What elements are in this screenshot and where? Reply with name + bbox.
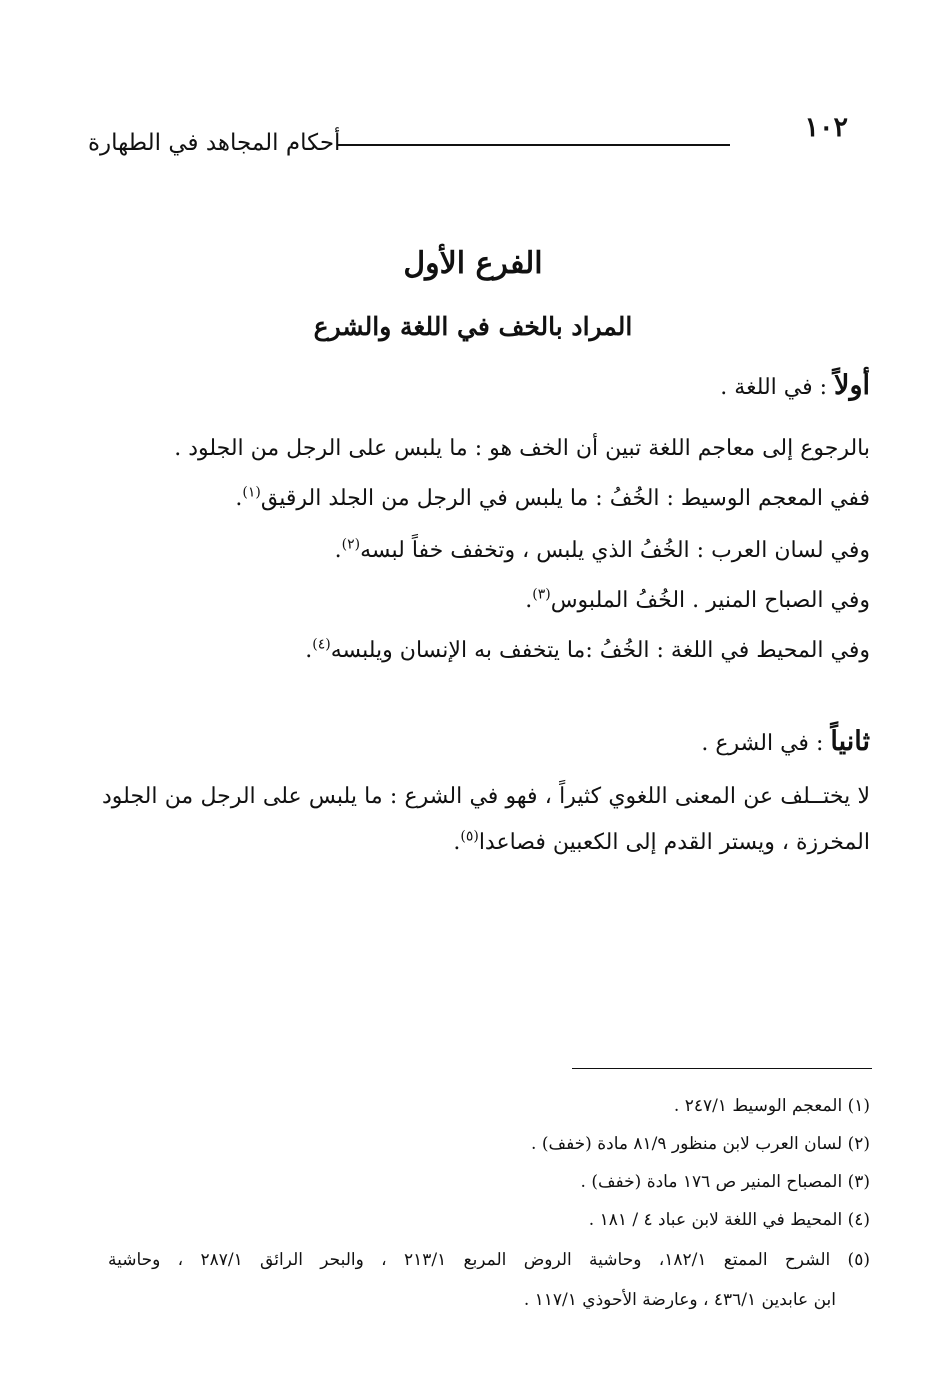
part1-label-rest: : في اللغة . <box>720 375 835 400</box>
footnote-4: (٤) المحيط في اللغة لابن عباد ٤ / ١٨١ . <box>588 1210 870 1230</box>
body-line-3-text: وفي لسان العرب : الخُفُ الذي يلبس ، وتخفف خفاً لبسه <box>360 538 870 563</box>
page-number: ١٠٢ <box>804 112 848 143</box>
part2-line-2 <box>453 830 870 855</box>
body-line-1: بالرجوع إلى معاجم اللغة تبين أن الخف هو : ما يلبس على الرجل من الجلود . <box>174 436 870 461</box>
part2-line-2-dot: . <box>453 830 461 855</box>
footnote-ref-1: (١) <box>242 484 261 501</box>
footnote-rule <box>572 1068 872 1069</box>
footnote-2: (٢) لسان العرب لابن منظور ٨١/٩ مادة (خفف) . <box>531 1134 870 1154</box>
body-line-4 <box>525 588 870 613</box>
running-title: أحكام المجاهد في الطهارة <box>88 130 341 156</box>
part1-label: أولاً <box>834 370 870 401</box>
footnote-ref-3: (٣) <box>532 586 551 603</box>
footnote-3: (٣) المصباح المنير ص ١٧٦ مادة (خفف) . <box>580 1172 870 1192</box>
footnote-ref-4: (٤) <box>312 636 331 653</box>
footnote-ref-2: (٢) <box>341 536 361 553</box>
part2-heading <box>701 726 870 757</box>
body-line-5 <box>305 638 870 663</box>
body-line-3 <box>335 538 870 563</box>
body-line-2-text: ففي المعجم الوسيط : الخُفُ : ما يلبس في الرجل من الجلد الرقيق <box>260 486 870 511</box>
body-line-4-dot: . <box>525 588 533 613</box>
part2-label: ثانياً <box>830 726 870 757</box>
section-subtitle: المراد بالخف في اللغة والشرع <box>313 312 633 341</box>
footnote-5-line-1: (٥) الشرح الممتع ١٨٢/١، وحاشية الروض المربع ٢١٣/١ ، والبحر الرائق ٢٨٧/١ ، وحاشية <box>108 1250 870 1270</box>
body-line-4-text: وفي الصباح المنير . الخُفُ الملبوس <box>550 588 870 613</box>
footnote-1: (١) المعجم الوسيط ٢٤٧/١ . <box>673 1096 870 1116</box>
part2-label-rest: : في الشرع . <box>701 731 831 756</box>
body-line-3-dot: . <box>334 538 342 563</box>
part2-line-1: لا يختــلف عن المعنى اللغوي كثيراً ، فهو في الشرع : ما يلبس على الرجل من الجلود <box>102 784 870 809</box>
header-rule <box>338 144 730 146</box>
section-title: الفرع الأول <box>403 246 543 281</box>
part1-heading <box>720 370 870 401</box>
body-line-2 <box>235 486 870 511</box>
body-line-2-dot: . <box>235 486 243 511</box>
body-line-5-dot: . <box>305 638 313 663</box>
part2-line-2-text: المخرزة ، ويستر القدم إلى الكعبين فصاعدا <box>478 830 870 855</box>
footnote-ref-5: (٥) <box>460 828 479 845</box>
body-line-5-text: وفي المحيط في اللغة : الخُفُ :ما يتخفف به الإنسان ويلبسه <box>330 638 870 663</box>
footnote-5-line-2: ابن عابدين ٤٣٦/١ ، وعارضة الأحوذي ١١٧/١ . <box>523 1290 836 1310</box>
